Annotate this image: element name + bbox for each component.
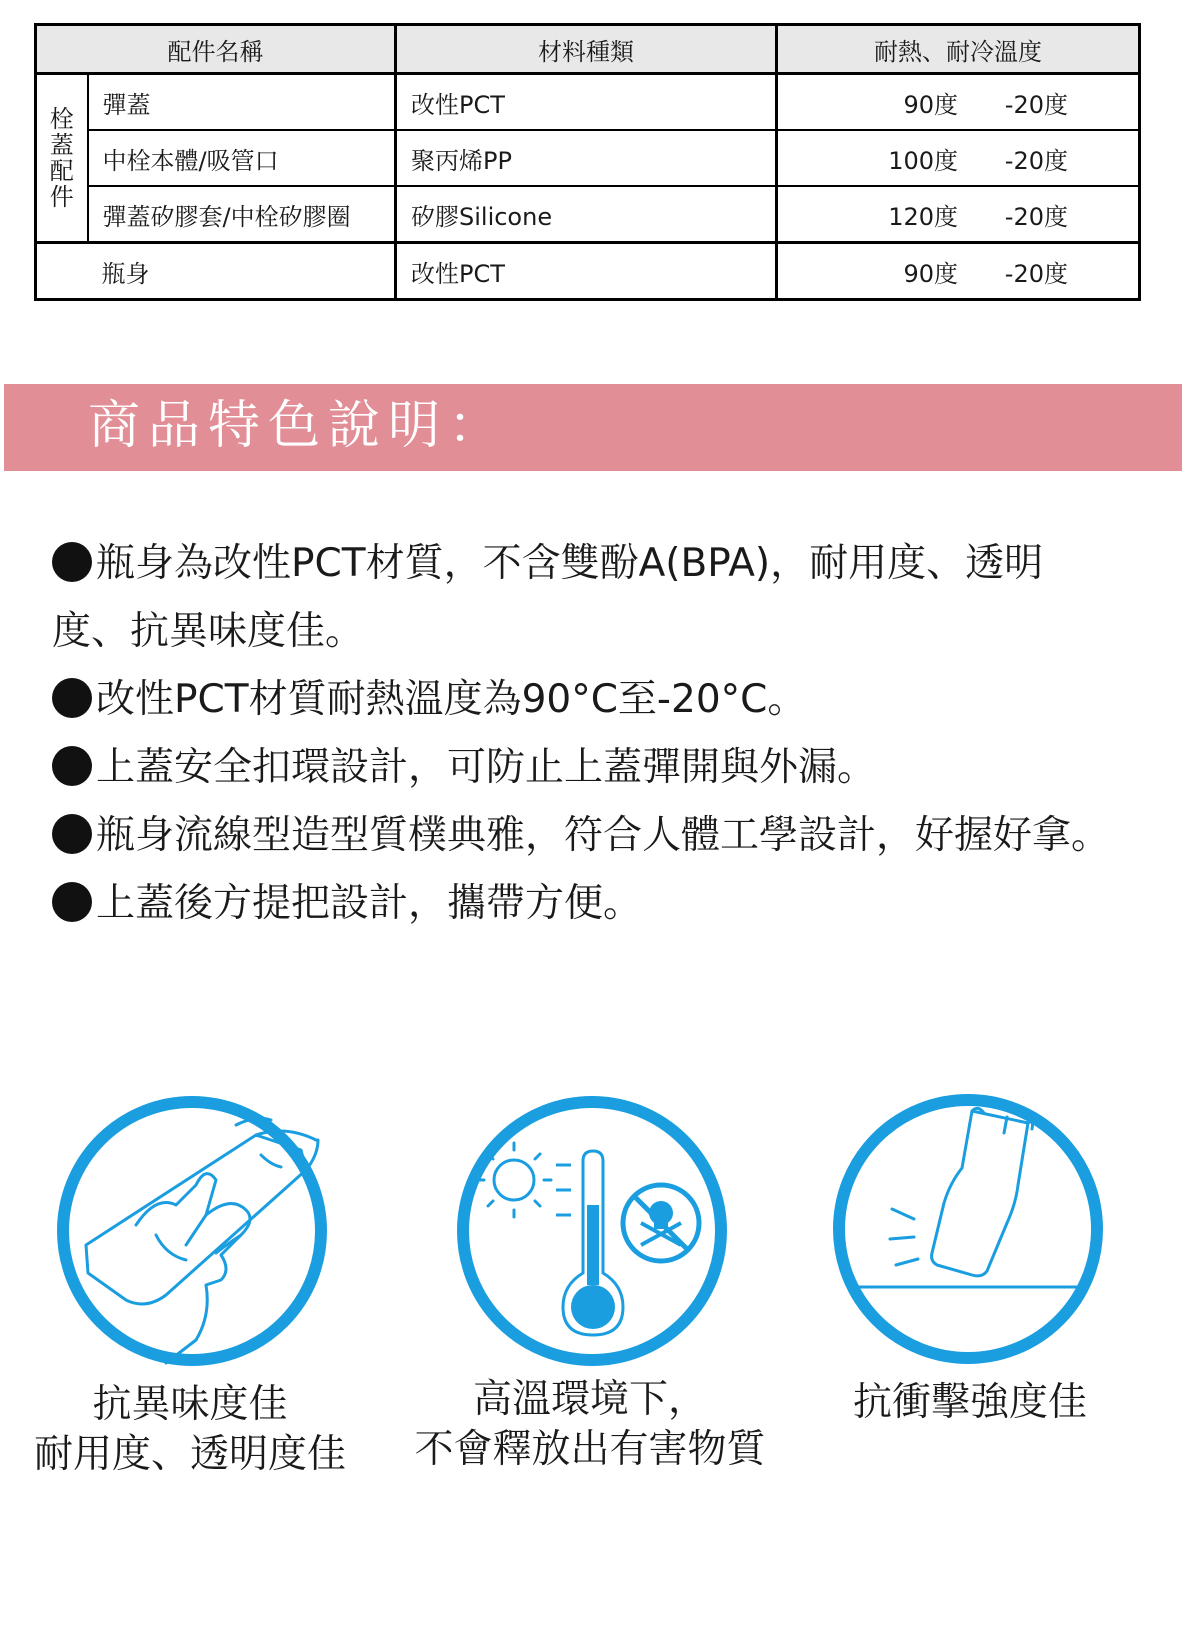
table-row	[36, 186, 1140, 243]
part-temperature: 90度 -20度	[777, 74, 1140, 131]
header-part-name: 配件名稱	[36, 25, 396, 74]
section-title: 商品特色說明：	[88, 396, 509, 456]
part-material: 改性PCT	[396, 243, 777, 300]
table-row	[36, 74, 1140, 131]
thermometer-icon	[456, 1095, 728, 1367]
bottle-impact-icon	[832, 1093, 1104, 1365]
bullet-icon	[52, 678, 92, 718]
part-name: 彈蓋矽膠套/中栓矽膠圈	[88, 186, 396, 243]
empty-cell	[36, 243, 88, 300]
list-item: 改性PCT材質耐熱溫度為90°C至-20°C。	[52, 666, 1112, 734]
part-material: 矽膠Silicone	[396, 186, 777, 243]
sun-icon	[477, 1143, 551, 1217]
header-temperature: 耐熱、耐冷溫度	[777, 25, 1140, 74]
icon-caption-impact	[820, 1378, 1120, 1428]
part-material: 改性PCT	[396, 74, 777, 131]
caption-line: 抗異味度佳	[92, 1382, 288, 1427]
part-temperature: 100度 -20度	[777, 130, 1140, 186]
list-item: 上蓋安全扣環設計，可防止上蓋彈開與外漏。	[52, 734, 1112, 802]
caption-line: 耐用度、透明度佳	[33, 1432, 346, 1477]
feature-list	[52, 530, 1112, 938]
list-item: 上蓋後方提把設計，攜帶方便。	[52, 870, 1112, 938]
part-name: 彈蓋	[88, 74, 396, 131]
bullet-icon	[52, 882, 92, 922]
caption-line: 高溫環境下，	[472, 1377, 707, 1422]
part-name: 瓶身	[88, 243, 396, 300]
table-header-row	[36, 25, 1140, 74]
icon-caption-odor	[20, 1380, 360, 1480]
bullet-icon	[52, 542, 92, 582]
list-item: 瓶身為改性PCT材質，不含雙酚A(BPA)，耐用度、透明度、抗異味度佳。	[52, 541, 1044, 654]
no-toxic-icon	[623, 1185, 699, 1261]
list-item: 瓶身流線型造型質樸典雅，符合人體工學設計，好握好拿。	[52, 802, 1112, 870]
part-name: 中栓本體/吸管口	[88, 130, 396, 186]
caption-line: 不會釋放出有害物質	[414, 1427, 766, 1472]
section-banner	[4, 384, 1182, 471]
bullet-icon	[52, 814, 92, 854]
part-material: 聚丙烯PP	[396, 130, 777, 186]
icon-caption-heat	[400, 1375, 780, 1475]
part-temperature: 120度 -20度	[777, 186, 1140, 243]
bullet-icon	[52, 746, 92, 786]
table-row	[36, 243, 1140, 300]
hand-bottle-icon	[56, 1095, 328, 1367]
spec-table	[34, 23, 1141, 301]
group-label: 栓蓋配件	[49, 105, 74, 211]
caption-line: 抗衝擊強度佳	[852, 1380, 1087, 1425]
group-label-cell	[36, 74, 88, 243]
part-temperature: 90度 -20度	[777, 243, 1140, 300]
table-row	[36, 130, 1140, 186]
header-material: 材料種類	[396, 25, 777, 74]
